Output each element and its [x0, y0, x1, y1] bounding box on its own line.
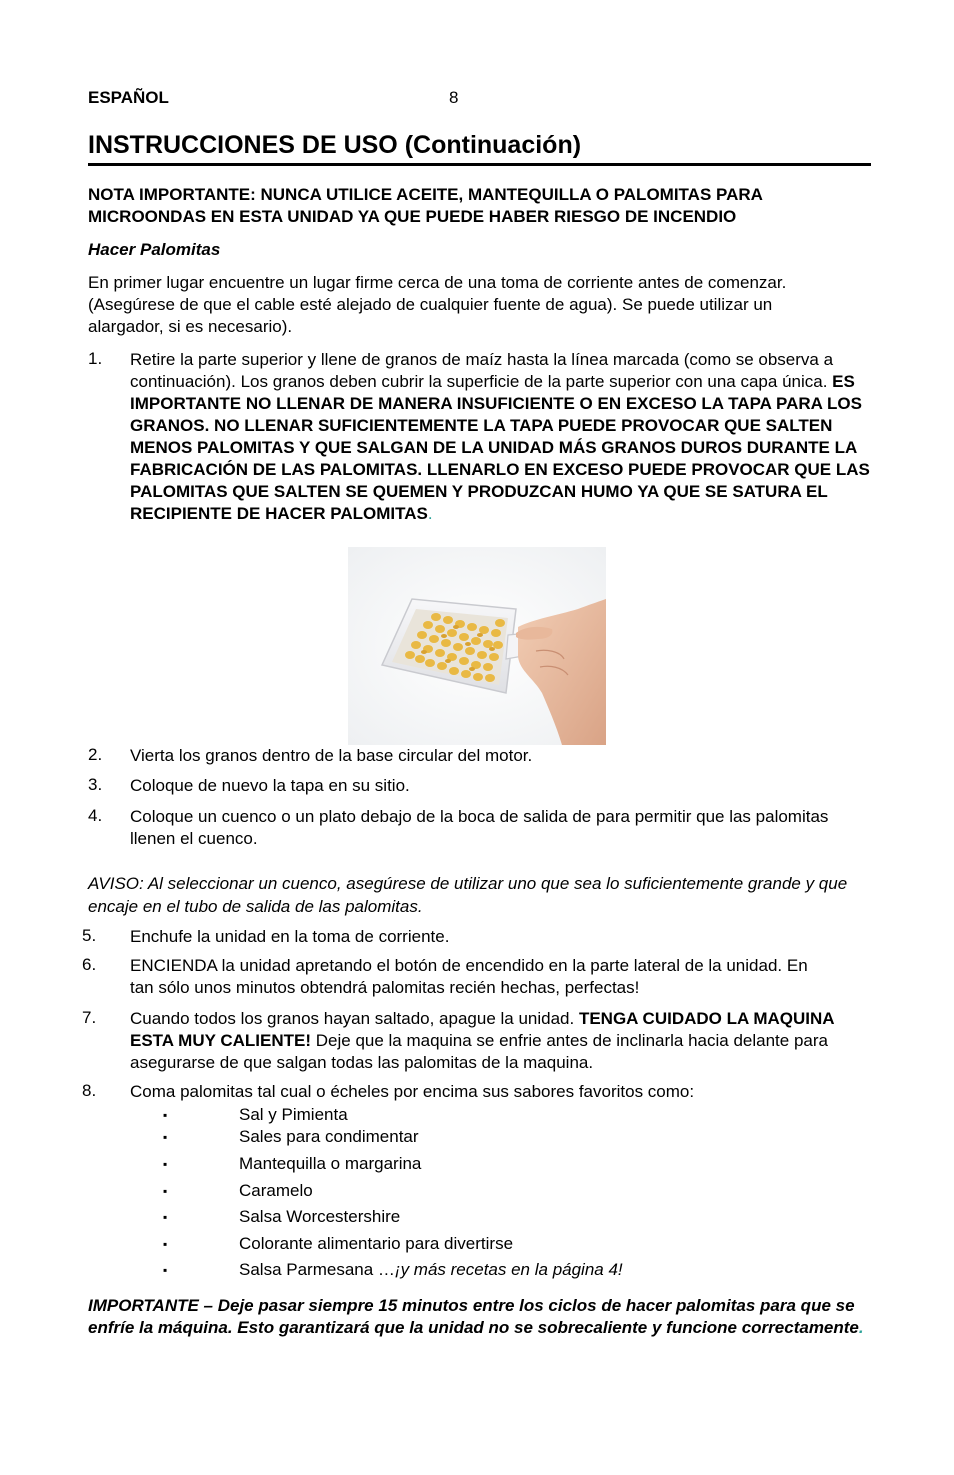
bullet-icon: ▪	[163, 1210, 168, 1224]
important-note: NOTA IMPORTANTE: NUNCA UTILICE ACEITE, MANTEQUILLA O PALOMITAS PARA MICROONDAS EN ESTA UNIDAD YA QUE PUEDE HABER RIESGO DE INCENDIO	[88, 185, 763, 226]
step-number: 8.	[82, 1081, 97, 1100]
intro-paragraph: En primer lugar encuentre un lugar firme cerca de una toma de corriente antes de comenzar. (Asegúrese de que el cable esté alejado de cualquier fuente de agua). Se puede utilizar un alargador, si es necesario).	[88, 273, 787, 336]
list-item-label: Mantequilla o margarina	[239, 1154, 422, 1173]
step-number: 4.	[88, 806, 103, 825]
language-label: ESPAÑOL	[88, 88, 169, 107]
bullet-icon: ▪	[163, 1263, 168, 1277]
final-note-text: IMPORTANTE – Deje pasar siempre 15 minutos entre los ciclos de hacer palomitas para que se enfríe la máquina. Esto garantizará que la unidad no se sobrecaliente y funcione correctamente	[88, 1296, 859, 1337]
page-number: 8	[449, 88, 459, 107]
bullet-icon: ▪	[163, 1108, 168, 1122]
step-text: Coloque un cuenco o un plato debajo de la boca de salida de para permitir que las palomitas llenen el cuenco.	[130, 807, 829, 848]
step-text	[130, 1008, 870, 1074]
step-number: 1.	[88, 349, 103, 368]
step-text-plain: Retire la parte superior y llene de granos de maíz hasta la línea marcada (como se observa a continuación). Los granos deben cubrir la superficie de la parte superior con una capa única.	[130, 350, 834, 391]
step-number: 6.	[82, 955, 97, 974]
bullet-icon: ▪	[163, 1157, 168, 1171]
final-note-dot: .	[858, 1318, 864, 1337]
title-rule	[88, 163, 871, 166]
step-text-dot: .	[427, 504, 433, 523]
step-text-warning: TENGA CUIDADO LA MAQUINA ESTA MUY CALIENTE!	[130, 1009, 834, 1050]
bullet-icon: ▪	[163, 1237, 168, 1251]
list-item-label: Salsa Worcestershire	[239, 1207, 401, 1226]
step-text: Enchufe la unidad en la toma de corriente.	[130, 927, 450, 946]
recipes-reference: ¡y más recetas en la página 4!	[394, 1260, 623, 1279]
list-item-label: Colorante alimentario para divertirse	[239, 1234, 514, 1253]
list-item-label: Sal y Pimienta	[239, 1105, 348, 1124]
bullet-icon: ▪	[163, 1184, 168, 1198]
step-number: 5.	[82, 926, 97, 945]
step-text-rest: Deje que la maquina se enfrie antes de inclinarla hacia delante para asegurarse de que salgan todas las palomitas de la maquina.	[130, 1031, 828, 1072]
list-item-text: Salsa Parmesana …	[239, 1260, 395, 1279]
step-number: 3.	[88, 775, 103, 794]
list-item-label: Caramelo	[239, 1181, 313, 1200]
list-item-label	[239, 1260, 623, 1280]
step-text-warning: ES IMPORTANTE NO LLENAR DE MANERA INSUFICIENTE O EN EXCESO LA TAPA PARA LOS GRANOS. NO LLENAR SUFICIENTEMENTE LA TAPA PUEDE PROVOCAR QUE SALTEN MENOS PALOMITAS Y QUE SALGAN DE LA UNIDAD MÁS GRANOS DUROS DURANTE LA FABRICACIÓN DE LAS PALOMITAS. LLENARLO EN EXCESO PUEDE PROVOCAR QUE LAS PALOMITAS QUE SALTEN SE QUEMEN Y PRODUZCAN HUMO YA QUE SE SATURA EL RECIPIENTE DE HACER PALOMITAS	[130, 372, 870, 523]
step-text	[130, 349, 875, 525]
section-subheading: Hacer Palomitas	[88, 240, 221, 259]
step-text: Vierta los granos dentro de la base circular del motor.	[130, 746, 533, 765]
list-item-label: Sales para condimentar	[239, 1127, 419, 1146]
bullet-icon: ▪	[163, 1130, 168, 1144]
step-number: 7.	[82, 1008, 97, 1027]
step-text: ENCIENDA la unidad apretando el botón de encendido en la parte lateral de la unidad. En tan sólo unos minutos obtendrá palomitas recién hechas, perfectas!	[130, 956, 808, 997]
final-important-note	[88, 1295, 878, 1339]
step-number: 2.	[88, 745, 103, 764]
page-title: INSTRUCCIONES DE USO (Continuación)	[88, 131, 582, 159]
kernel-tray-photo	[348, 547, 606, 745]
aviso-note: AVISO: Al seleccionar un cuenco, asegúrese de utilizar uno que sea lo suficientemente grande y que encaje en el tubo de salida de las palomitas.	[88, 874, 848, 916]
step-text: Coma palomitas tal cual o écheles por encima sus sabores favoritos como:	[130, 1082, 695, 1101]
step-text: Coloque de nuevo la tapa en su sitio.	[130, 776, 410, 795]
step-text-plain: Cuando todos los granos hayan saltado, apague la unidad.	[130, 1009, 579, 1028]
